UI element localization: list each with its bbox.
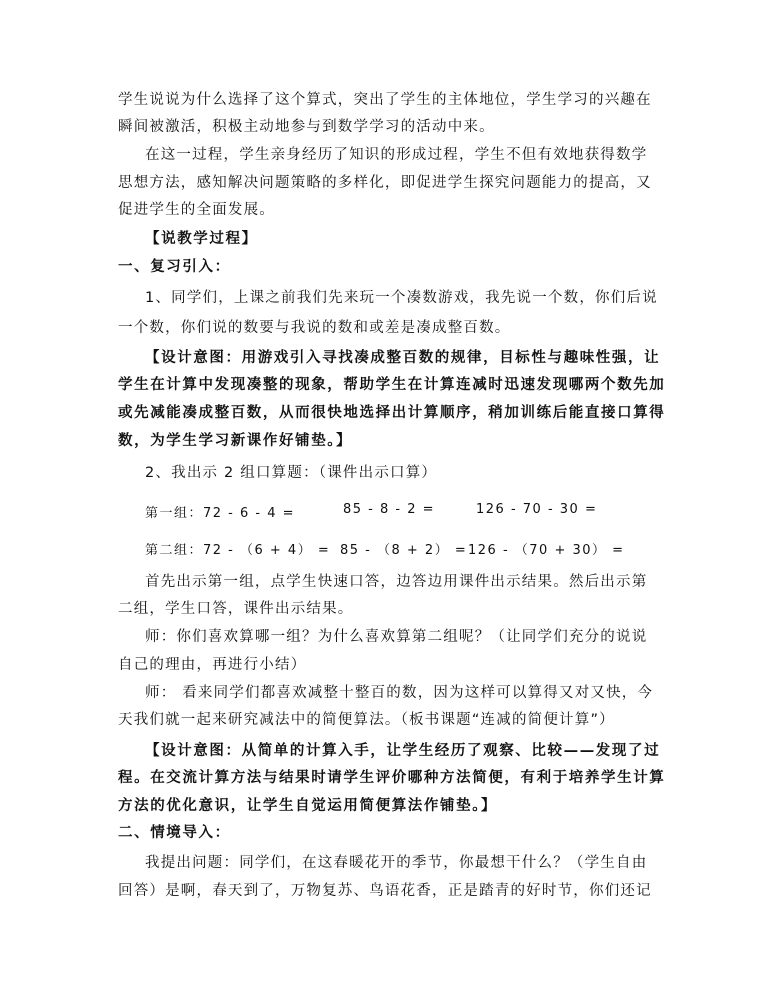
design-intent-line: 学生在计算中发现凑整的现象，帮助学生在计算连减时迅速发现哪两个数先加 — [118, 377, 666, 393]
design-intent-line: 数，为学生学习新课作好铺垫。】 — [118, 433, 353, 449]
paragraph-line: 2、我出示 2 组口算题：（课件出示口算） — [145, 465, 438, 481]
section-heading: 二、情境导入： — [118, 825, 231, 841]
section-heading: 【说教学过程】 — [145, 231, 258, 247]
design-intent-line: 【设计意图：从简单的计算入手，让学生经历了观察、比较——发现了过 — [145, 743, 661, 759]
paragraph-line: 自己的理由，再进行小结） — [118, 657, 307, 673]
paragraph-line: 促进学生的全面发展。 — [118, 202, 275, 218]
section-heading: 一、复习引入： — [118, 259, 231, 275]
exercise-group-2-a: 第二组：72 - （6 + 4） = — [145, 543, 331, 558]
design-intent-line: 【设计意图：用游戏引入寻找凑成整百数的规律，目标性与趣味性强，让 — [145, 350, 661, 366]
paragraph-line: 天我们就一起来研究减法中的简便算法。（板书课题“连减的简便计算”） — [118, 712, 615, 728]
paragraph-line: 1、同学们，上课之前我们先来玩一个凑数游戏，我先说一个数，你们后说 — [145, 290, 658, 306]
design-intent-line: 方法的优化意识，让学生自觉运用简便算法作铺垫。】 — [118, 798, 498, 814]
paragraph-line: 瞬间被激活，积极主动地参与到数学学习的活动中来。 — [118, 119, 495, 135]
exercise-group-2-b: 85 - （8 + 2） = — [340, 543, 468, 558]
paragraph-line: 师：你们喜欢算哪一组？为什么喜欢算第二组呢？（让同学们充分的说说 — [145, 629, 648, 645]
paragraph-line: 思想方法，感知解决问题策略的多样化，即促进学生探究问题能力的提高，又 — [118, 175, 652, 191]
design-intent-line: 程。在交流计算方法与结果时请学生评价哪种方法简便，有利于培养学生计算 — [118, 770, 666, 786]
paragraph-line: 首先出示第一组，点学生快速口答，边答边用课件出示结果。然后出示第 — [145, 574, 648, 590]
paragraph-line: 我提出问题：同学们，在这春暖花开的季节，你最想干什么？（学生自由 — [145, 855, 648, 871]
paragraph-line: 学生说说为什么选择了这个算式，突出了学生的主体地位，学生学习的兴趣在 — [118, 92, 652, 108]
design-intent-line: 或先减能凑成整百数，从而很快地选择出计算顺序，稍加训练后能直接口算得 — [118, 405, 666, 421]
paragraph-line: 师： 看来同学们都喜欢减整十整百的数，因为这样可以算得又对又快，今 — [145, 685, 654, 701]
exercise-group-1-c: 126 - 70 - 30 = — [476, 502, 598, 517]
exercise-group-2-c: 126 - （70 + 30） = — [468, 543, 625, 558]
paragraph-line: 回答）是啊，春天到了，万物复苏、鸟语花香，正是踏青的好时节，你们还记 — [118, 883, 652, 899]
exercise-group-1-b: 85 - 8 - 2 = — [343, 502, 436, 517]
paragraph-line: 在这一过程，学生亲身经历了知识的形成过程，学生不但有效地获得数学 — [145, 147, 648, 163]
paragraph-line: 二组，学生口答，课件出示结果。 — [118, 601, 354, 617]
exercise-group-1-a: 第一组：72 - 6 - 4 = — [145, 506, 296, 521]
paragraph-line: 一个数，你们说的数要与我说的数和或差是凑成整百数。 — [118, 320, 511, 336]
